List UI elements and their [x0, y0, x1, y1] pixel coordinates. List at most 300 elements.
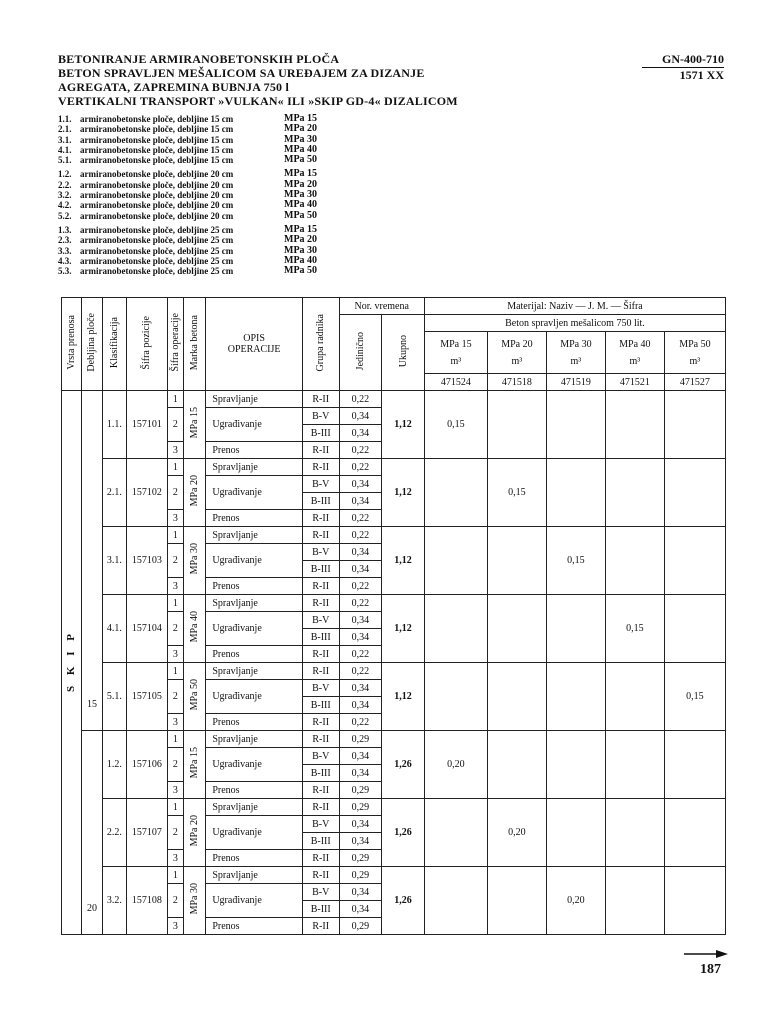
material-empty-cell [605, 867, 664, 935]
marka-cell [183, 527, 205, 595]
variant-mpa: MPa 50 [284, 154, 318, 166]
time-cell: 0,22 [339, 391, 382, 408]
variant-number: 5.1. [58, 155, 72, 166]
op-desc-cell: Ugrađivanje [206, 612, 303, 646]
variant-mpa: MPa 20 [284, 234, 318, 246]
time-cell: 0,34 [339, 765, 382, 782]
group-cell: R-II [302, 918, 339, 935]
material-unit: m³ [511, 355, 523, 367]
op-code-cell: 3 [167, 782, 183, 799]
variant-mpa: MPa 15 [284, 113, 318, 124]
op-desc-cell: Spravljanje [206, 595, 303, 612]
op-desc-cell: Ugrađivanje [206, 408, 303, 442]
group-cell: R-II [302, 578, 339, 595]
op-code-cell: 3 [167, 850, 183, 867]
variant-mpa: MPa 20 [284, 123, 318, 135]
time-cell: 0,34 [339, 544, 382, 561]
op-desc-cell: Ugrađivanje [206, 544, 303, 578]
ukupno-cell: 1,12 [382, 527, 425, 595]
time-cell: 0,22 [339, 578, 382, 595]
material-empty-cell [546, 799, 605, 867]
marka-label: MPa 15 [189, 747, 201, 779]
variant-text: armiranobetonske ploče, debljine 15 cm [80, 114, 234, 124]
variant-number: 2.2. [58, 179, 72, 190]
op-desc-cell: Spravljanje [206, 867, 303, 884]
variant-text: armiranobetonske ploče, debljine 15 cm [80, 144, 234, 155]
group-cell: R-II [302, 663, 339, 680]
col-debljina-ploce: Debljina ploče [82, 298, 102, 391]
variant-mpa: MPa 30 [284, 244, 318, 256]
time-cell: 0,34 [339, 680, 382, 697]
material-value-cell: 0,15 [605, 595, 664, 663]
group-cell: B-V [302, 476, 339, 493]
variant-line [58, 266, 358, 276]
col-beton: Beton spravljen mešalicom 750 lit. [424, 315, 725, 332]
marka-label: MPa 20 [189, 815, 201, 847]
material-empty-cell [546, 731, 605, 799]
op-code-cell: 3 [167, 646, 183, 663]
material-code: 471519 [546, 374, 605, 391]
table-row [62, 867, 726, 884]
group-cell: R-II [302, 459, 339, 476]
time-cell: 0,22 [339, 595, 382, 612]
material-name: MPa 30 [560, 338, 592, 350]
marka-cell [183, 595, 205, 663]
time-cell: 0,22 [339, 663, 382, 680]
variant-line [58, 155, 358, 165]
variant-mpa: MPa 50 [284, 265, 318, 277]
op-code-cell: 3 [167, 442, 183, 459]
table-row [62, 731, 726, 748]
right-arrow-icon [684, 949, 728, 959]
col-materijal: Materijal: Naziv — J. M. — Šifra [424, 298, 725, 315]
group-cell: B-III [302, 629, 339, 646]
material-unit: m³ [450, 355, 462, 367]
ukupno-cell: 1,12 [382, 663, 425, 731]
time-cell: 0,22 [339, 527, 382, 544]
marka-label: MPa 20 [189, 475, 201, 507]
marka-cell [183, 391, 205, 459]
time-cell: 0,34 [339, 884, 382, 901]
variant-text: armiranobetonske ploče, debljine 20 cm [80, 210, 234, 221]
marka-cell [183, 867, 205, 935]
time-cell: 0,34 [339, 476, 382, 493]
sifra-pozicije-cell: 157104 [127, 595, 168, 663]
group-cell: B-V [302, 748, 339, 765]
op-code-cell: 2 [167, 680, 183, 714]
klasifikacija-cell: 2.2. [102, 799, 126, 867]
title-line: BETONIRANJE ARMIRANOBETONSKIH PLOČA [58, 52, 340, 66]
time-cell: 0,34 [339, 408, 382, 425]
variant-mpa: MPa 50 [284, 209, 318, 221]
op-code-cell: 1 [167, 867, 183, 884]
time-cell: 0,34 [339, 697, 382, 714]
material-empty-cell [487, 731, 546, 799]
op-code-cell: 1 [167, 731, 183, 748]
sifra-pozicije-cell: 157105 [127, 663, 168, 731]
material-code: 471527 [664, 374, 725, 391]
group-cell: B-III [302, 833, 339, 850]
op-code-cell: 2 [167, 612, 183, 646]
variant-number: 3.2. [58, 190, 72, 201]
ukupno-cell: 1,26 [382, 867, 425, 935]
group-cell: R-II [302, 595, 339, 612]
title-line: BETON SPRAVLJEN MEŠALICOM SA UREĐAJEM ZA DIZANJE [58, 66, 425, 80]
time-cell: 0,29 [339, 867, 382, 884]
material-empty-cell [424, 527, 487, 595]
col-vrsta-prenosa: Vrsta prenosa [62, 298, 82, 391]
group-cell: R-II [302, 646, 339, 663]
variant-number: 2.1. [58, 124, 72, 135]
variant-text: armiranobetonske ploče, debljine 25 cm [80, 266, 234, 277]
group-cell: R-II [302, 527, 339, 544]
variant-text: armiranobetonske ploče, debljine 25 cm [80, 255, 234, 266]
material-empty-cell [424, 595, 487, 663]
title-line: VERTIKALNI TRANSPORT »VULKAN« ILI »SKIP GD-4« DIZALICOM [58, 94, 458, 108]
material-name: MPa 15 [440, 338, 472, 350]
op-code-cell: 3 [167, 510, 183, 527]
group-cell: B-V [302, 408, 339, 425]
variant-text: armiranobetonske ploče, debljine 15 cm [80, 134, 234, 145]
thickness-cell: 20 [82, 731, 102, 935]
time-cell: 0,22 [339, 714, 382, 731]
variant-number: 1.1. [58, 114, 72, 124]
klasifikacija-cell: 4.1. [102, 595, 126, 663]
variant-mpa: MPa 15 [284, 168, 318, 180]
op-desc-cell: Prenos [206, 714, 303, 731]
op-desc-cell: Prenos [206, 918, 303, 935]
klasifikacija-cell: 5.1. [102, 663, 126, 731]
group-cell: B-V [302, 680, 339, 697]
transport-label: S K I P [65, 630, 78, 692]
op-code-cell: 3 [167, 578, 183, 595]
table-row [62, 527, 726, 544]
klasifikacija-cell: 1.2. [102, 731, 126, 799]
variant-mpa: MPa 40 [284, 199, 318, 211]
klasifikacija-cell: 2.1. [102, 459, 126, 527]
op-code-cell: 1 [167, 595, 183, 612]
variant-number: 3.3. [58, 245, 72, 256]
op-desc-cell: Prenos [206, 646, 303, 663]
material-header [664, 332, 725, 374]
group-cell: B-III [302, 425, 339, 442]
material-empty-cell [605, 663, 664, 731]
variant-number: 4.1. [58, 144, 72, 155]
op-desc-cell: Spravljanje [206, 459, 303, 476]
time-cell: 0,29 [339, 850, 382, 867]
group-cell: B-III [302, 493, 339, 510]
ukupno-cell: 1,26 [382, 799, 425, 867]
variant-text: armiranobetonske ploče, debljine 20 cm [80, 179, 234, 190]
time-cell: 0,34 [339, 901, 382, 918]
variant-number: 1.2. [58, 169, 72, 180]
group-cell: R-II [302, 714, 339, 731]
table-row [62, 663, 726, 680]
material-empty-cell [487, 663, 546, 731]
group-cell: R-II [302, 510, 339, 527]
op-code-cell: 1 [167, 391, 183, 408]
norm-code-sub: 1571 XX [642, 67, 724, 82]
op-code-cell: 2 [167, 748, 183, 782]
variant-number: 4.3. [58, 255, 72, 266]
material-value-cell: 0,15 [487, 459, 546, 527]
marka-label: MPa 30 [189, 883, 201, 915]
variant-number: 3.1. [58, 134, 72, 145]
op-desc-cell: Ugrađivanje [206, 748, 303, 782]
time-cell: 0,29 [339, 782, 382, 799]
op-desc-cell: Ugrađivanje [206, 476, 303, 510]
thickness-cell: 15 [82, 391, 102, 731]
ukupno-cell: 1,26 [382, 731, 425, 799]
op-code-cell: 1 [167, 527, 183, 544]
material-empty-cell [605, 527, 664, 595]
op-desc-cell: Ugrađivanje [206, 816, 303, 850]
material-empty-cell [605, 391, 664, 459]
time-cell: 0,22 [339, 442, 382, 459]
material-empty-cell [424, 799, 487, 867]
variant-text: armiranobetonske ploče, debljine 25 cm [80, 224, 234, 235]
material-unit: m³ [570, 355, 582, 367]
time-cell: 0,22 [339, 646, 382, 663]
variant-text: armiranobetonske ploče, debljine 25 cm [80, 235, 234, 246]
time-cell: 0,34 [339, 493, 382, 510]
col-ukupno: Ukupno [382, 315, 425, 391]
group-cell: B-V [302, 816, 339, 833]
variant-group [58, 169, 358, 220]
material-code: 471524 [424, 374, 487, 391]
marka-cell [183, 731, 205, 799]
op-desc-cell: Spravljanje [206, 527, 303, 544]
title-line: AGREGATA, ZAPREMINA BUBNJA 750 l [58, 80, 289, 94]
material-empty-cell [664, 391, 725, 459]
op-code-cell: 1 [167, 459, 183, 476]
norm-table [61, 297, 726, 935]
document-title [58, 52, 618, 108]
time-cell: 0,34 [339, 629, 382, 646]
material-empty-cell [664, 459, 725, 527]
group-cell: B-V [302, 544, 339, 561]
op-desc-cell: Ugrađivanje [206, 884, 303, 918]
group-cell: R-II [302, 850, 339, 867]
table-row [62, 595, 726, 612]
col-jedinicno: Jedinično [339, 315, 382, 391]
op-code-cell: 2 [167, 884, 183, 918]
time-cell: 0,34 [339, 816, 382, 833]
group-cell: R-II [302, 391, 339, 408]
op-code-cell: 2 [167, 816, 183, 850]
time-cell: 0,29 [339, 731, 382, 748]
op-code-cell: 3 [167, 714, 183, 731]
material-empty-cell [546, 595, 605, 663]
klasifikacija-cell: 3.2. [102, 867, 126, 935]
op-code-cell: 2 [167, 408, 183, 442]
variant-number: 5.3. [58, 266, 72, 277]
col-sifra-operacije: Šifra operacije [167, 298, 183, 391]
group-cell: R-II [302, 442, 339, 459]
group-cell: B-III [302, 765, 339, 782]
variant-number: 2.3. [58, 235, 72, 246]
material-header [487, 332, 546, 374]
op-desc-cell: Prenos [206, 510, 303, 527]
ukupno-cell: 1,12 [382, 459, 425, 527]
material-empty-cell [487, 595, 546, 663]
material-header [546, 332, 605, 374]
variant-mpa: MPa 40 [284, 254, 318, 266]
col-sifra-pozicije: Šifra pozicije [127, 298, 168, 391]
page-number: 187 [700, 962, 721, 977]
material-value-cell: 0,15 [424, 391, 487, 459]
material-empty-cell [664, 799, 725, 867]
col-grupa-radnika: Grupa radnika [302, 298, 339, 391]
material-empty-cell [424, 867, 487, 935]
time-cell: 0,34 [339, 425, 382, 442]
group-cell: B-III [302, 901, 339, 918]
material-value-cell: 0,20 [487, 799, 546, 867]
time-cell: 0,22 [339, 510, 382, 527]
time-cell: 0,29 [339, 799, 382, 816]
material-name: MPa 50 [679, 338, 711, 350]
variant-text: armiranobetonske ploče, debljine 25 cm [80, 245, 234, 256]
variant-text: armiranobetonske ploče, debljine 20 cm [80, 190, 234, 201]
material-empty-cell [664, 731, 725, 799]
op-code-cell: 2 [167, 544, 183, 578]
sifra-pozicije-cell: 157108 [127, 867, 168, 935]
material-empty-cell [664, 595, 725, 663]
material-empty-cell [487, 867, 546, 935]
material-value-cell: 0,15 [664, 663, 725, 731]
marka-label: MPa 40 [189, 611, 201, 643]
col-opis-operacije: OPIS OPERACIJE [206, 298, 303, 391]
sifra-pozicije-cell: 157107 [127, 799, 168, 867]
norm-code-box [642, 52, 724, 82]
variant-mpa: MPa 30 [284, 133, 318, 145]
time-cell: 0,22 [339, 459, 382, 476]
op-code-cell: 1 [167, 663, 183, 680]
variant-mpa: MPa 40 [284, 143, 318, 155]
marka-label: MPa 15 [189, 407, 201, 439]
material-header [424, 332, 487, 374]
table-row [62, 799, 726, 816]
op-desc-cell: Prenos [206, 850, 303, 867]
material-unit: m³ [689, 355, 701, 367]
marka-label: MPa 30 [189, 543, 201, 575]
variant-text: armiranobetonske ploče, debljine 15 cm [80, 155, 234, 166]
material-empty-cell [424, 663, 487, 731]
variant-group [58, 114, 358, 165]
marka-cell [183, 799, 205, 867]
sifra-pozicije-cell: 157103 [127, 527, 168, 595]
material-empty-cell [664, 867, 725, 935]
marka-cell [183, 663, 205, 731]
transport-cell [62, 391, 82, 935]
variant-mpa: MPa 30 [284, 189, 318, 201]
variant-number: 4.2. [58, 200, 72, 211]
material-empty-cell [487, 391, 546, 459]
klasifikacija-cell: 3.1. [102, 527, 126, 595]
group-cell: B-III [302, 697, 339, 714]
variant-line [58, 211, 358, 221]
group-cell: B-III [302, 561, 339, 578]
material-value-cell: 0,15 [546, 527, 605, 595]
variant-text: armiranobetonske ploče, debljine 20 cm [80, 200, 234, 211]
material-code: 471518 [487, 374, 546, 391]
variant-number: 1.3. [58, 224, 72, 235]
material-empty-cell [546, 663, 605, 731]
op-desc-cell: Spravljanje [206, 391, 303, 408]
group-cell: R-II [302, 799, 339, 816]
op-code-cell: 3 [167, 918, 183, 935]
group-cell: R-II [302, 867, 339, 884]
op-desc-cell: Spravljanje [206, 799, 303, 816]
material-code: 471521 [605, 374, 664, 391]
material-empty-cell [546, 459, 605, 527]
group-cell: R-II [302, 731, 339, 748]
marka-cell [183, 459, 205, 527]
ukupno-cell: 1,12 [382, 391, 425, 459]
material-empty-cell [605, 799, 664, 867]
marka-label: MPa 50 [189, 679, 201, 711]
klasifikacija-cell: 1.1. [102, 391, 126, 459]
sifra-pozicije-cell: 157102 [127, 459, 168, 527]
op-desc-cell: Spravljanje [206, 663, 303, 680]
group-cell: B-V [302, 612, 339, 629]
variant-mpa: MPa 15 [284, 223, 318, 235]
variant-group [58, 225, 358, 276]
time-cell: 0,34 [339, 833, 382, 850]
material-empty-cell [664, 527, 725, 595]
material-empty-cell [487, 527, 546, 595]
time-cell: 0,34 [339, 561, 382, 578]
op-code-cell: 1 [167, 799, 183, 816]
material-name: MPa 20 [501, 338, 533, 350]
variant-text: armiranobetonske ploče, debljine 20 cm [80, 169, 234, 180]
col-klasifikacija: Klasifikacija [102, 298, 126, 391]
time-cell: 0,34 [339, 748, 382, 765]
col-marka-betona: Marka betona [183, 298, 205, 391]
time-cell: 0,29 [339, 918, 382, 935]
sifra-pozicije-cell: 157101 [127, 391, 168, 459]
op-code-cell: 2 [167, 476, 183, 510]
norm-code: GN-400-710 [662, 52, 724, 66]
table-row [62, 459, 726, 476]
group-cell: B-V [302, 884, 339, 901]
group-cell: R-II [302, 782, 339, 799]
variant-text: armiranobetonske ploče, debljine 15 cm [80, 124, 234, 135]
material-name: MPa 40 [619, 338, 651, 350]
variant-number: 5.2. [58, 210, 72, 221]
time-cell: 0,34 [339, 612, 382, 629]
material-empty-cell [605, 459, 664, 527]
material-empty-cell [424, 459, 487, 527]
material-value-cell: 0,20 [546, 867, 605, 935]
op-desc-cell: Ugrađivanje [206, 680, 303, 714]
op-desc-cell: Spravljanje [206, 731, 303, 748]
table-row [62, 391, 726, 408]
material-header [605, 332, 664, 374]
variant-list [58, 114, 358, 280]
material-empty-cell [605, 731, 664, 799]
op-desc-cell: Prenos [206, 578, 303, 595]
material-unit: m³ [629, 355, 641, 367]
material-value-cell: 0,20 [424, 731, 487, 799]
sifra-pozicije-cell: 157106 [127, 731, 168, 799]
op-desc-cell: Prenos [206, 442, 303, 459]
ukupno-cell: 1,12 [382, 595, 425, 663]
variant-mpa: MPa 20 [284, 178, 318, 190]
op-desc-cell: Prenos [206, 782, 303, 799]
material-empty-cell [546, 391, 605, 459]
col-nor-vremena: Nor. vremena [339, 298, 424, 315]
